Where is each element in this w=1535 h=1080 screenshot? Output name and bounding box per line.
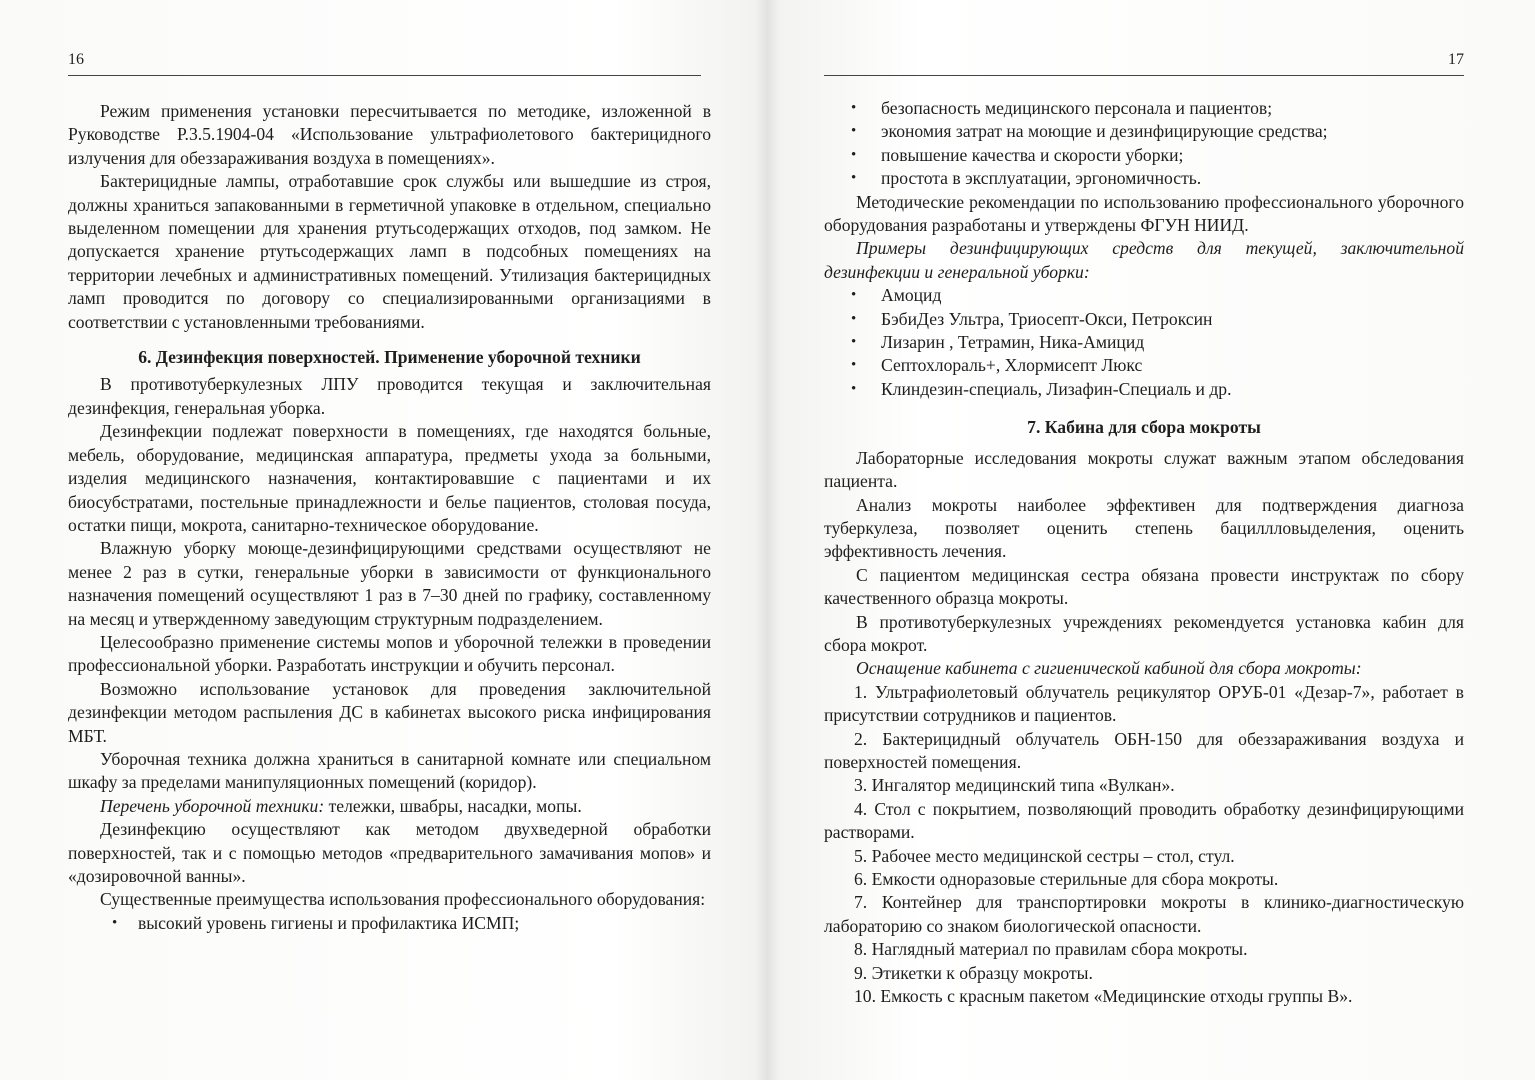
numbered-item: 10. Емкость с красным пакетом «Медицинские отходы группы В». xyxy=(854,986,1353,1007)
numbered-item: 6. Емкости одноразовые стерильные для сбора мокроты. xyxy=(854,869,1279,889)
list-item: • Амоцид xyxy=(824,284,1464,307)
right-page-body xyxy=(824,97,1464,1008)
header-rule xyxy=(824,75,1464,76)
numbered-item: 5. Рабочее место медицинской сестры – стол, стул. xyxy=(854,845,1235,866)
list-item: • безопасность медицинского персонала и пациентов; xyxy=(824,97,1464,120)
numbered-item: 8. Наглядный материал по правилам сбора мокроты. xyxy=(854,939,1248,960)
numbered-item: 4. Стол с покрытием, позволяющий проводить обработку дезинфицирующими растворами. xyxy=(824,798,1464,843)
paragraph: В противотуберкулезных учреждениях рекомендуется установка кабин для сбора мокрот. xyxy=(824,611,1464,655)
paragraph: Бактерицидные лампы, отработавшие срок службы или вышедшие из строя, должны храниться запакованными в герметичной упаковке в отдельном, специально выделенном помещении для хранения ртутьсодержащих отходов, под замком. Не допускается хранение ртутьсодержащих ламп в подсобных помещениях на территории лечебных и административных помещений. Утилизация бактерицидных ламп проводится по договору со специализированными организациями в соответствии с установленными требованиями. xyxy=(68,171,711,332)
paragraph: Анализ мокроты наиболее эффективен для подтверждения диагноза туберкулеза, позволяет оценить степень бациллловыделения, оценить эффективность лечения. xyxy=(824,494,1464,562)
section-heading: 6. Дезинфекция поверхностей. Применение уборочной техники xyxy=(138,347,641,368)
list-item: • БэбиДез Ультра, Триосепт-Окси, Петроксин xyxy=(824,308,1464,331)
page-number: 16 xyxy=(68,51,84,68)
equipment-label: Перечень уборочной техники: xyxy=(100,795,325,816)
list-item: • экономия затрат на моющие и дезинфицирующие средства; xyxy=(824,120,1464,143)
list-item: • повышение качества и скорости уборки; xyxy=(824,144,1464,167)
paragraph: Лабораторные исследования мокроты служат важным этапом обследования пациента. xyxy=(824,447,1464,492)
paragraph: С пациентом медицинская сестра обязана провести инструктаж по сбору качественного образца мокроты. xyxy=(824,564,1464,609)
section-heading: 7. Кабина для сбора мокроты xyxy=(1027,417,1261,438)
list-item: • высокий уровень гигиены и профилактика ИСМП; xyxy=(68,912,711,935)
numbered-item: 1. Ультрафиолетовый облучатель рецикулятор ОРУБ-01 «Дезар-7», работает в присутствии сотрудников и пациентов. xyxy=(824,681,1464,726)
paragraph: Существенные преимущества использования профессионального оборудования: xyxy=(100,889,706,910)
list-item: • Лизарин , Тетрамин, Ника-Амицид xyxy=(824,331,1464,354)
paragraph: Влажную уборку моюще-дезинфицирующими средствами осуществляют не менее 2 раз в сутки, генеральные уборки в зависимости от функционального назначения помещений осуществляют 1 раз в 7–30 дней по графику, составленному на месяц и утвержденному заведующим структурным подразделением. xyxy=(68,538,711,629)
left-page-body xyxy=(68,100,711,935)
paragraph: В противотуберкулезных ЛПУ проводится текущая и заключительная дезинфекция, генеральная уборка. xyxy=(68,374,711,418)
list-item: • простота в эксплуатации, эргономичность. xyxy=(824,167,1464,190)
bullet-list xyxy=(824,97,1464,191)
numbered-item: 9. Этикетки к образцу мокроты. xyxy=(854,962,1093,983)
list-item: • Клиндезин-специаль, Лизафин-Специаль и др. xyxy=(824,378,1464,401)
page-number: 17 xyxy=(1448,51,1464,68)
left-page xyxy=(68,0,711,1080)
bullet-list xyxy=(824,284,1464,401)
numbered-item: 7. Контейнер для транспортировки мокроты в клинико-диагностическую лабораторию со знаком биологической опасности. xyxy=(824,892,1464,936)
equipment-paragraph xyxy=(68,795,711,818)
equipment-label: Оснащение кабинета с гигиенической кабиной для сбора мокроты: xyxy=(856,658,1362,679)
list-item: • Септохлораль+, Хлормисепт Люкс xyxy=(824,354,1464,377)
equipment-text: тележки, швабры, насадки, мопы. xyxy=(324,795,582,816)
paragraph: Целесообразно применение системы мопов и уборочной тележки в проведении профессиональной уборки. Разработать инструкции и обучить персонал. xyxy=(68,631,711,676)
paragraph: Дезинфекции подлежат поверхности в помещениях, где находятся больные, мебель, оборудование, медицинская аппаратура, предметы ухода за больными, изделия медицинского назначения, контактировавшие с пациентами и их биосубстратами, постельные принадлежности и белье пациентов, столовая посуда, остатки пищи, мокрота, санитарно-техническое оборудование. xyxy=(68,421,711,535)
right-page xyxy=(824,0,1464,1080)
bullet-list xyxy=(68,912,711,935)
numbered-item: 3. Ингалятор медицинский типа «Вулкан». xyxy=(854,775,1175,796)
paragraph: Методические рекомендации по использованию профессионального уборочного оборудования разработаны и утверждены ФГУН НИИД. xyxy=(824,191,1464,236)
numbered-item: 2. Бактерицидный облучатель ОБН-150 для обеззараживания воздуха и поверхностей помещения. xyxy=(824,728,1464,772)
paragraph: Уборочная техника должна храниться в санитарной комнате или специальном шкафу за пределами манипуляционных помещений (коридор). xyxy=(68,748,711,793)
paragraph: Дезинфекцию осуществляют как методом двухведерной обработки поверхностей, так и с помощью методов «предварительного замачивания мопов» и «дозировочной ванны». xyxy=(68,819,711,886)
header-rule xyxy=(68,75,701,76)
paragraph: Режим применения установки пересчитывается по методике, изложенной в Руководстве Р.3.5.1904-04 «Использование ультрафиолетового бактерицидного излучения для обеззараживания воздуха в помещениях». xyxy=(68,101,711,168)
examples-label: Примеры дезинфицирующих средств для текущей, заключительной дезинфекции и генеральной уборки: xyxy=(824,238,1464,282)
paragraph: Возможно использование установок для проведения заключительной дезинфекции методом распыления ДС в кабинетах высокого риска инфицирования МБТ. xyxy=(68,678,711,746)
